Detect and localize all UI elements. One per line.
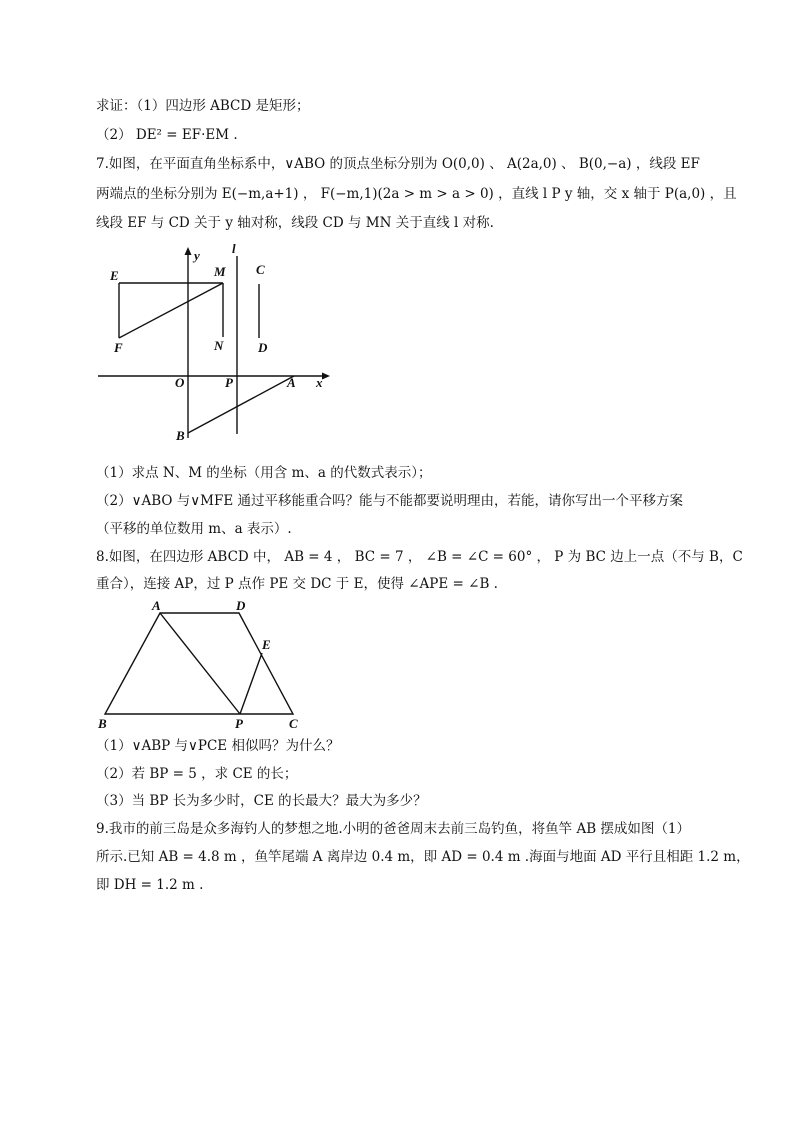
quadrilateral-ABCD	[105, 613, 293, 714]
label-E: E	[262, 637, 271, 652]
label-M: M	[214, 264, 226, 279]
label-N: N	[214, 338, 224, 353]
problem-8-line-1: 8.如图，在四边形 ABCD 中， AB = 4 ， BC = 7 ， ∠B = ∠C = 60° ， P 为 BC 边上一点（不与 B，C	[96, 549, 743, 565]
label-E: E	[110, 268, 119, 283]
text-line-1: 求证：（1）四边形 ABCD 是矩形；	[96, 98, 310, 114]
problem-9-line-1: 9.我市的前三岛是众多海钓人的梦想之地.小明的爸爸周末去前三岛钓鱼，将鱼竿 AB 摆成如图（1）	[96, 821, 691, 837]
problem-8-question-2: （2）若 BP = 5 ，求 CE 的长；	[96, 766, 298, 782]
label-B: B	[98, 716, 107, 730]
label-D: D	[236, 598, 246, 613]
problem-9-line-2: 所示.已知 AB = 4.8 m ，鱼竿尾端 A 离岸边 0.4 m，即 AD = 0.4 m .海面与地面 AD 平行且相距 1.2 m，	[96, 849, 750, 865]
label-D: D	[258, 340, 268, 355]
label-A: A	[152, 598, 161, 613]
problem-8-question-1: （1）∨ABP 与∨PCE 相似吗？为什么？	[96, 738, 340, 754]
segment-AP	[160, 613, 240, 714]
label-A: A	[287, 375, 296, 390]
problem-7-question-2-cont: （平移的单位数用 m、a 表示）.	[96, 521, 292, 537]
segment-FM	[119, 283, 223, 338]
figure-quadrilateral	[90, 595, 320, 730]
problem-7-line-3: 线段 EF 与 CD 关于 y 轴对称，线段 CD 与 MN 关于直线 l 对称.	[96, 215, 494, 231]
problem-9-line-3: 即 DH = 1.2 m .	[96, 877, 204, 893]
problem-7-line-1: 7.如图，在平面直角坐标系中，∨ABO 的顶点坐标分别为 O(0,0) 、 A(2a,0) 、 B(0,−a) ，线段 EF	[96, 156, 700, 172]
label-C: C	[256, 262, 265, 277]
problem-7-question-2: （2）∨ABO 与∨MFE 通过平移能重合吗？能与不能都要说明理由，若能，请你写出一个平移方案	[96, 493, 683, 509]
problem-8-question-3: （3）当 BP 长为多少时，CE 的长最大？最大为多少？	[96, 793, 427, 809]
problem-7-question-1: （1）求点 N、M 的坐标（用含 m、a 的代数式表示）；	[96, 465, 432, 481]
label-C: C	[289, 716, 298, 730]
label-P: P	[225, 375, 233, 390]
label-x: x	[316, 375, 323, 390]
label-y: y	[194, 248, 200, 263]
figure-coordinate-plane	[90, 238, 340, 448]
y-axis-arrow	[185, 247, 192, 255]
label-B: B	[176, 428, 185, 443]
text-line-2: （2） DE² = EF·EM .	[96, 127, 238, 143]
label-P: P	[235, 716, 243, 730]
label-O: O	[175, 375, 185, 390]
segment-PE	[240, 653, 262, 714]
label-F: F	[114, 340, 123, 355]
label-l: l	[232, 241, 236, 256]
problem-7-line-2: 两端点的坐标分别为 E(−m,a+1) ， F(−m,1)(2a > m > a > 0) ，直线 l P y 轴，交 x 轴于 P(a,0) ，且	[96, 186, 737, 202]
x-axis-arrow	[322, 373, 330, 380]
segment-AB	[188, 376, 294, 433]
problem-8-line-2: 重合），连接 AP，过 P 点作 PE 交 DC 于 E，使得 ∠APE = ∠B .	[96, 576, 498, 592]
